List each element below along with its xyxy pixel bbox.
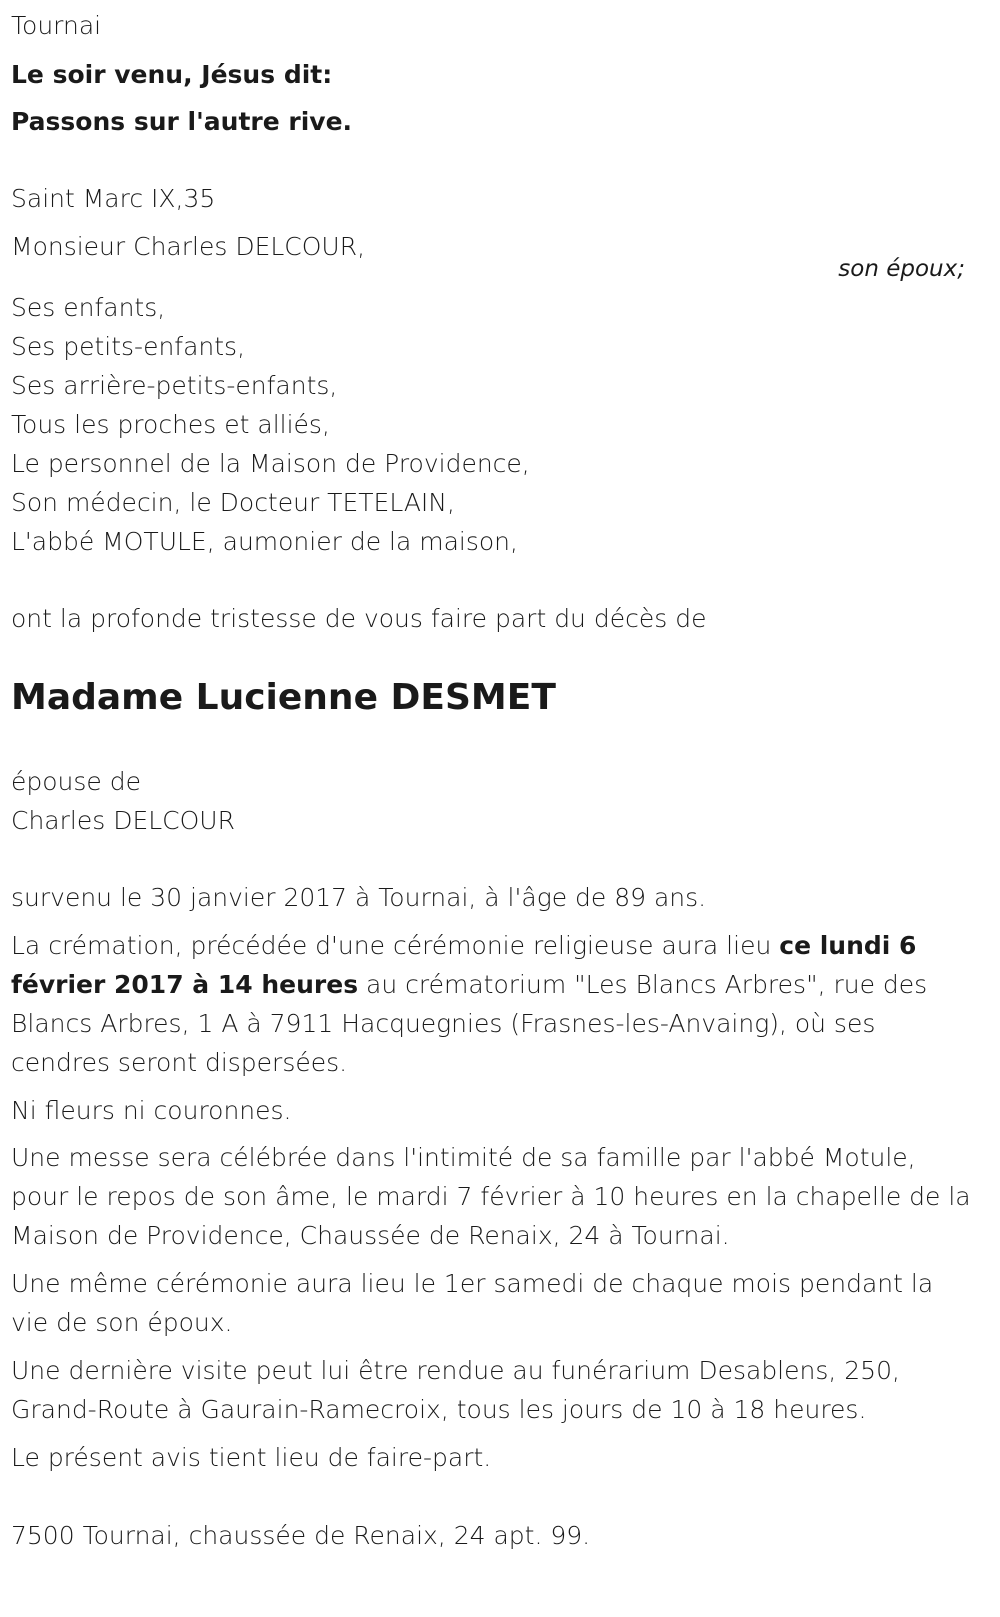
city-heading: Tournai	[11, 11, 102, 40]
husband-relation: son époux;	[838, 256, 965, 282]
family-address: 7500 Tournai, chaussée de Renaix, 24 apt. 99.	[11, 1521, 591, 1550]
cremation-text-after: au crématorium "Les Blancs Arbres", rue des Blancs Arbres, 1 A à 7911 Hacquegnies (Frasnes-les-Anvaing), où ses cendres seront dispersées.	[11, 970, 928, 1077]
husband-name: Monsieur Charles DELCOUR,	[11, 232, 366, 261]
death-details: survenu le 30 janvier 2017 à Tournai, à l'âge de 89 ans.	[11, 883, 707, 912]
family-item: L'abbé MOTULE, aumonier de la maison,	[11, 527, 518, 556]
verse-reference: Saint Marc IX,35	[11, 184, 216, 213]
family-item: Tous les proches et alliés,	[11, 410, 330, 439]
announcement-text: ont la profonde tristesse de vous faire part du décès de	[11, 604, 707, 633]
visit-paragraph: Une dernière visite peut lui être rendue au funérarium Desablens, 250, Grand-Route à Gaurain-Ramecroix, tous les jours de 10 à 18 heures.	[11, 1356, 900, 1424]
family-item: Ses arrière-petits-enfants,	[11, 371, 338, 400]
spouse-label: épouse de	[11, 767, 141, 796]
verse-line-2: Passons sur l'autre rive.	[11, 107, 353, 136]
flowers-note: Ni fleurs ni couronnes.	[11, 1096, 292, 1125]
monthly-ceremony-paragraph: Une même cérémonie aura lieu le 1er samedi de chaque mois pendant la vie de son époux.	[11, 1269, 934, 1337]
family-item: Le personnel de la Maison de Providence,	[11, 449, 530, 478]
spouse-name: Charles DELCOUR	[11, 806, 235, 835]
deceased-name: Madame Lucienne DESMET	[11, 677, 556, 718]
family-item: Ses enfants,	[11, 293, 166, 322]
notice-note: Le présent avis tient lieu de faire-part.	[11, 1443, 492, 1472]
cremation-text-before: La crémation, précédée d'une cérémonie religieuse aura lieu	[11, 931, 780, 960]
family-item: Son médecin, le Docteur TETELAIN,	[11, 488, 455, 517]
cremation-paragraph	[11, 926, 971, 1082]
family-item: Ses petits-enfants,	[11, 332, 246, 361]
verse-line-1: Le soir venu, Jésus dit:	[11, 60, 333, 89]
cremation-date: ce lundi 6 février 2017 à 14 heures	[11, 931, 917, 999]
mass-paragraph: Une messe sera célébrée dans l'intimité de sa famille par l'abbé Motule, pour le repos de son âme, le mardi 7 février à 10 heures en la chapelle de la Maison de Providence, Chaussée de Renaix, 24 à Tournai.	[11, 1143, 971, 1250]
